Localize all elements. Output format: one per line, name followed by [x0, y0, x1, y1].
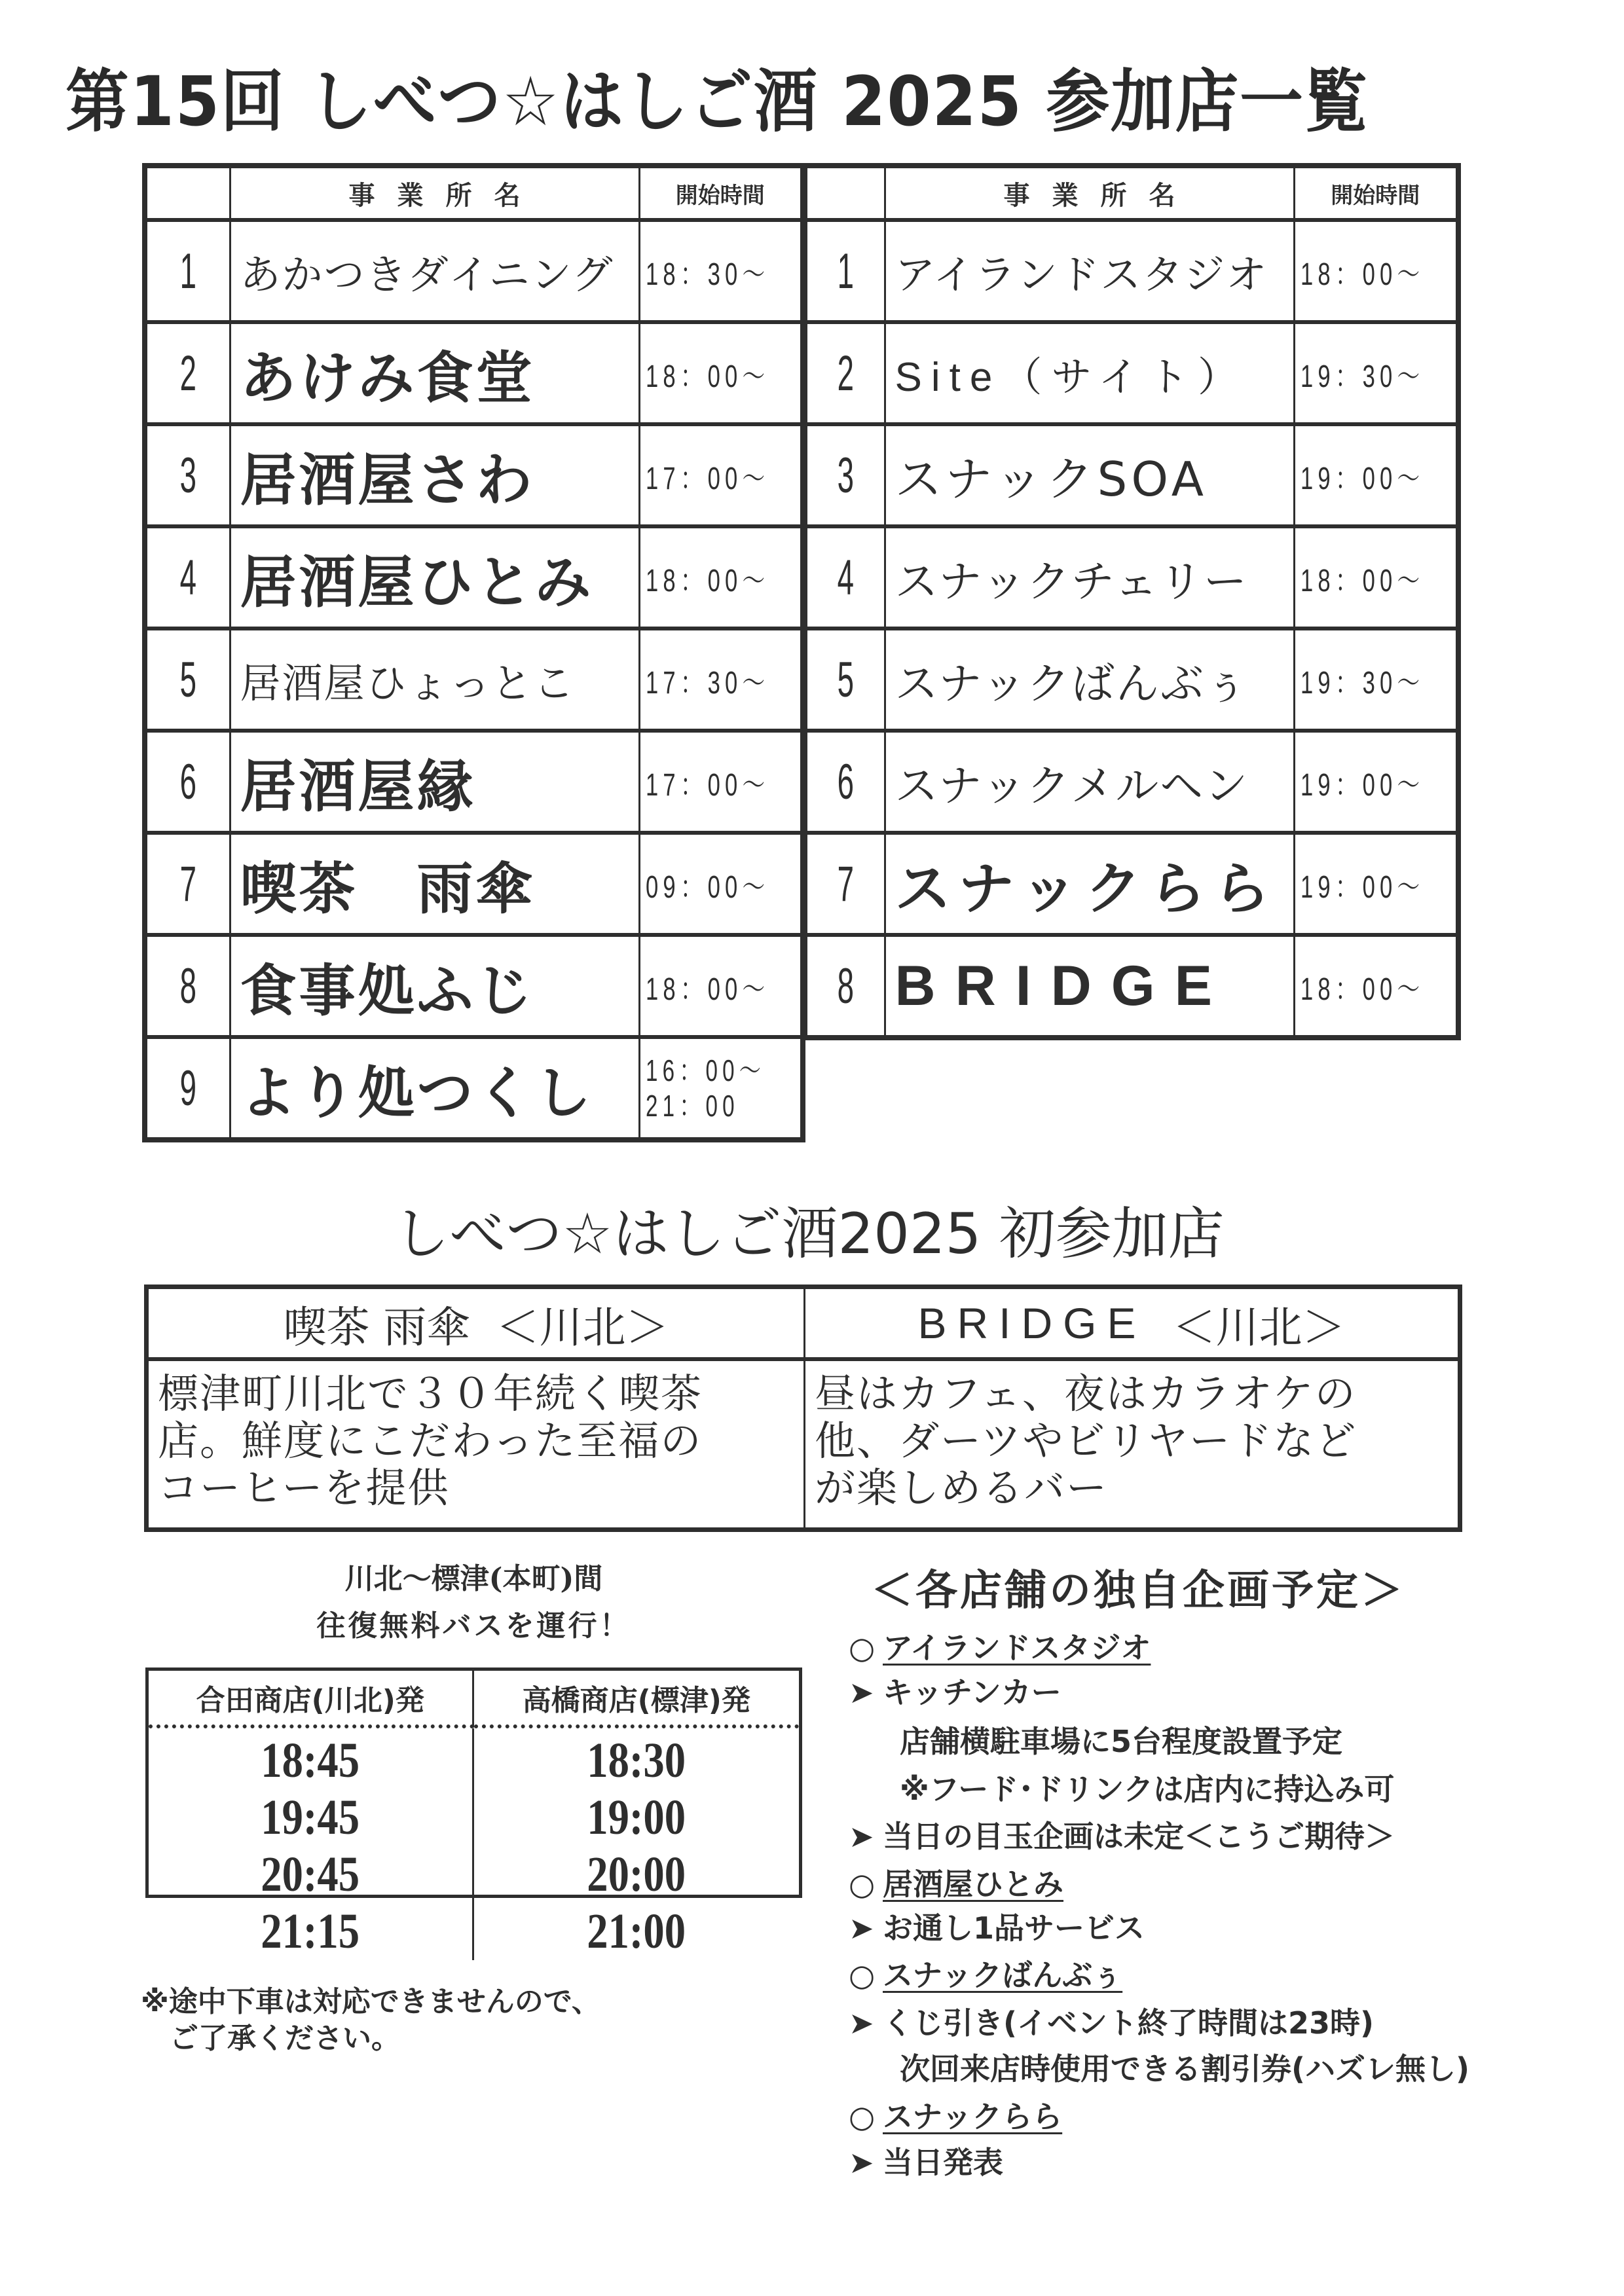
bus-free-shuttle-title: 往復無料バスを運行！: [316, 1609, 631, 1643]
table-row: [145, 424, 803, 526]
shop-name: BRIDGE: [895, 954, 1232, 1017]
circle-icon: ○: [849, 1630, 876, 1666]
plan-item-line: [849, 1908, 1145, 1948]
row-number: 7: [837, 856, 854, 912]
shop-name: 居酒屋ひとみ: [240, 550, 594, 615]
row-number: 7: [179, 856, 196, 912]
start-time: 19：00～: [1300, 767, 1424, 803]
bus-times-shibetsu: [474, 1728, 800, 1960]
row-number: 4: [179, 549, 196, 606]
table-row: [805, 731, 1458, 833]
plan-shop-line: [849, 1628, 1151, 1667]
start-time: 16：00～: [645, 1053, 766, 1087]
plans-title: ＜各店舗の独自企画予定＞: [871, 1567, 1405, 1615]
plan-detail-line: 次回来店時使用できる割引券(ハズレ無し): [900, 2051, 1470, 2086]
header-name: 事業所名: [885, 166, 1294, 220]
arrowhead-icon: ➤: [849, 1819, 874, 1854]
table-row: [805, 322, 1458, 424]
start-time: 18：00～: [1300, 972, 1424, 1007]
first-time-table: [144, 1285, 1462, 1532]
description-line: が楽しめるバー: [815, 1464, 1109, 1512]
second-shop-header: [805, 1289, 1458, 1361]
description-line: 昼はカフェ、夜はカラオケの: [815, 1370, 1357, 1417]
arrowhead-icon: ➤: [849, 1910, 874, 1946]
first-shop-header: [149, 1289, 805, 1361]
first-shop-description: [149, 1361, 805, 1527]
bus-note-line: ご了承ください。: [170, 2022, 400, 2055]
table-row: [145, 731, 803, 833]
description-line: 標津町川北で３０年続く喫茶: [158, 1370, 703, 1417]
plan-detail-line: 店舗横駐車場に5台程度設置予定: [900, 1724, 1343, 1759]
table-row: [145, 833, 803, 935]
plan-detail-line: ※フード･ドリンクは店内に持込み可: [900, 1772, 1395, 1807]
description-line: 店。鮮度にこだわった至福の: [158, 1417, 703, 1465]
shop-name: 食事処ふじ: [240, 958, 535, 1024]
table-row: [145, 526, 803, 629]
shop-name: 居酒屋さわ: [240, 448, 535, 513]
second-shop-name: BRIDGE: [917, 1299, 1147, 1347]
plan-shop-line: [849, 2097, 1062, 2136]
header-time: 開始時間: [639, 166, 803, 220]
departure-time: 19:00: [587, 1790, 686, 1845]
start-time: 18：00～: [645, 563, 769, 598]
first-shop-name: 喫茶 雨傘: [283, 1302, 470, 1353]
start-time: 19：30～: [1300, 665, 1424, 701]
departure-time: 21:15: [261, 1904, 360, 1959]
bus-note: [141, 1984, 600, 2057]
shop-name: 喫茶 雨傘: [240, 856, 535, 922]
plan-item-text: キッチンカー: [883, 1675, 1061, 1710]
shop-name: スナックばんぶぅ: [895, 658, 1249, 709]
plan-item-line: [849, 2003, 1374, 2043]
shop-name: スナックメルヘン: [895, 760, 1249, 811]
shop-name: より処つくし: [240, 1061, 594, 1126]
row-number: 2: [837, 345, 854, 401]
start-time: 18：00～: [645, 972, 769, 1007]
shop-name: Site（サイト）: [895, 354, 1247, 400]
arrowhead-icon: ➤: [849, 1675, 874, 1710]
row-number: 8: [179, 958, 196, 1014]
plan-item-text: くじ引き(イベント終了時間は23時): [883, 2005, 1375, 2041]
start-time: 18：30～: [645, 257, 769, 292]
row-number: 9: [179, 1060, 196, 1116]
header-no: [145, 166, 230, 220]
bus-times-kawakita: [149, 1728, 474, 1960]
row-number: 4: [837, 549, 854, 606]
row-number: 5: [837, 651, 854, 708]
shop-table-left: [142, 163, 805, 1142]
shop-name: 居酒屋ひょっとこ: [240, 659, 576, 707]
plan-item-text: 当日発表: [883, 2145, 1003, 2180]
bus-timetable: [145, 1667, 802, 1959]
departure-time: 18:30: [587, 1733, 686, 1788]
page-title: 第15回 しべつ☆はしご酒 2025 参加店一覧: [65, 62, 1369, 141]
table-row: [805, 220, 1458, 322]
header-no: [805, 166, 885, 220]
plan-shop-line: [849, 1865, 1063, 1904]
row-number: 3: [179, 447, 196, 503]
plan-item-line: [849, 1817, 1395, 1856]
plan-item-line: [849, 1673, 1061, 1712]
arrowhead-icon: ➤: [849, 2145, 874, 2180]
table-row: [805, 629, 1458, 731]
departure-time: 18:45: [261, 1733, 360, 1788]
row-number: 8: [837, 958, 854, 1014]
start-time: 18：00～: [645, 359, 769, 394]
start-time: 19：00～: [1300, 461, 1424, 496]
second-shop-description: [805, 1361, 1458, 1527]
first-time-title: しべつ☆はしご酒2025 初参加店: [393, 1201, 1225, 1267]
bus-route-title: 川北～標津(本町)間: [344, 1562, 603, 1595]
arrowhead-icon: ➤: [849, 2005, 874, 2041]
row-number: 6: [837, 754, 854, 810]
plan-shop-name: スナックばんぶぅ: [883, 1958, 1123, 1993]
row-number: 1: [837, 243, 854, 299]
circle-icon: ○: [849, 2099, 876, 2134]
shop-table-right: [802, 163, 1461, 1040]
circle-icon: ○: [849, 1867, 876, 1902]
table-row: [805, 526, 1458, 629]
table-row: [805, 935, 1458, 1038]
table-row: [145, 629, 803, 731]
shop-name: スナックSOA: [895, 452, 1208, 507]
start-time: 09：00～: [645, 869, 769, 905]
departure-time: 20:45: [261, 1847, 360, 1902]
plan-item-line: [849, 2143, 1003, 2182]
bus-header-shibetsu: 高橋商店(標津)発: [474, 1671, 800, 1728]
bus-note-line: ※途中下車は対応できませんので、: [141, 1985, 600, 2018]
second-shop-area: ＜川北＞: [1172, 1302, 1346, 1353]
shop-name: スナックチェリー: [895, 556, 1248, 607]
header-name: 事業所名: [230, 166, 639, 220]
row-number: 1: [179, 243, 196, 299]
header-time: 開始時間: [1294, 166, 1458, 220]
shop-name: あかつきダイニング: [240, 250, 614, 299]
row-number: 6: [179, 754, 196, 810]
shop-name: アイランドスタジオ: [895, 250, 1268, 299]
plan-shop-name: アイランドスタジオ: [883, 1630, 1151, 1666]
table-row: [145, 1037, 803, 1140]
first-shop-area: ＜川北＞: [496, 1302, 669, 1353]
departure-time: 20:00: [587, 1847, 686, 1902]
table-header-row: [145, 166, 803, 220]
start-time: 18：00～: [1300, 257, 1424, 292]
plan-item-text: 当日の目玉企画は未定＜こうご期待＞: [883, 1819, 1395, 1854]
departure-time: 21:00: [587, 1904, 686, 1959]
bus-header-kawakita: 合田商店(川北)発: [149, 1671, 474, 1728]
table-row: [145, 322, 803, 424]
plan-item-text: お通し1品サービス: [883, 1910, 1145, 1946]
start-time: 17：00～: [645, 461, 769, 496]
row-number: 5: [179, 651, 196, 708]
table-header-row: [805, 166, 1458, 220]
start-time: 19：00～: [1300, 869, 1424, 905]
row-number: 2: [179, 345, 196, 401]
shop-name: スナックらら: [895, 856, 1278, 922]
table-row: [805, 424, 1458, 526]
table-row: [805, 833, 1458, 935]
plan-shop-name: スナックらら: [883, 2099, 1063, 2134]
circle-icon: ○: [849, 1958, 876, 1993]
table-row: [145, 220, 803, 322]
shop-name: 居酒屋縁: [240, 754, 476, 820]
start-time: 17：00～: [645, 767, 769, 803]
row-number: 3: [837, 447, 854, 503]
start-time: 17：30～: [645, 665, 769, 701]
description-line: コーヒーを提供: [158, 1464, 450, 1512]
shop-name: あけみ食堂: [240, 346, 535, 411]
end-time: 21：00: [645, 1089, 739, 1123]
plan-shop-line: [849, 1956, 1122, 1995]
description-line: 他、ダーツやビリヤードなど: [815, 1417, 1357, 1465]
start-time: 18：00～: [1300, 563, 1424, 598]
departure-time: 19:45: [261, 1790, 360, 1845]
start-time: 19：30～: [1300, 359, 1424, 394]
table-row: [145, 935, 803, 1037]
plan-shop-name: 居酒屋ひとみ: [883, 1867, 1063, 1902]
